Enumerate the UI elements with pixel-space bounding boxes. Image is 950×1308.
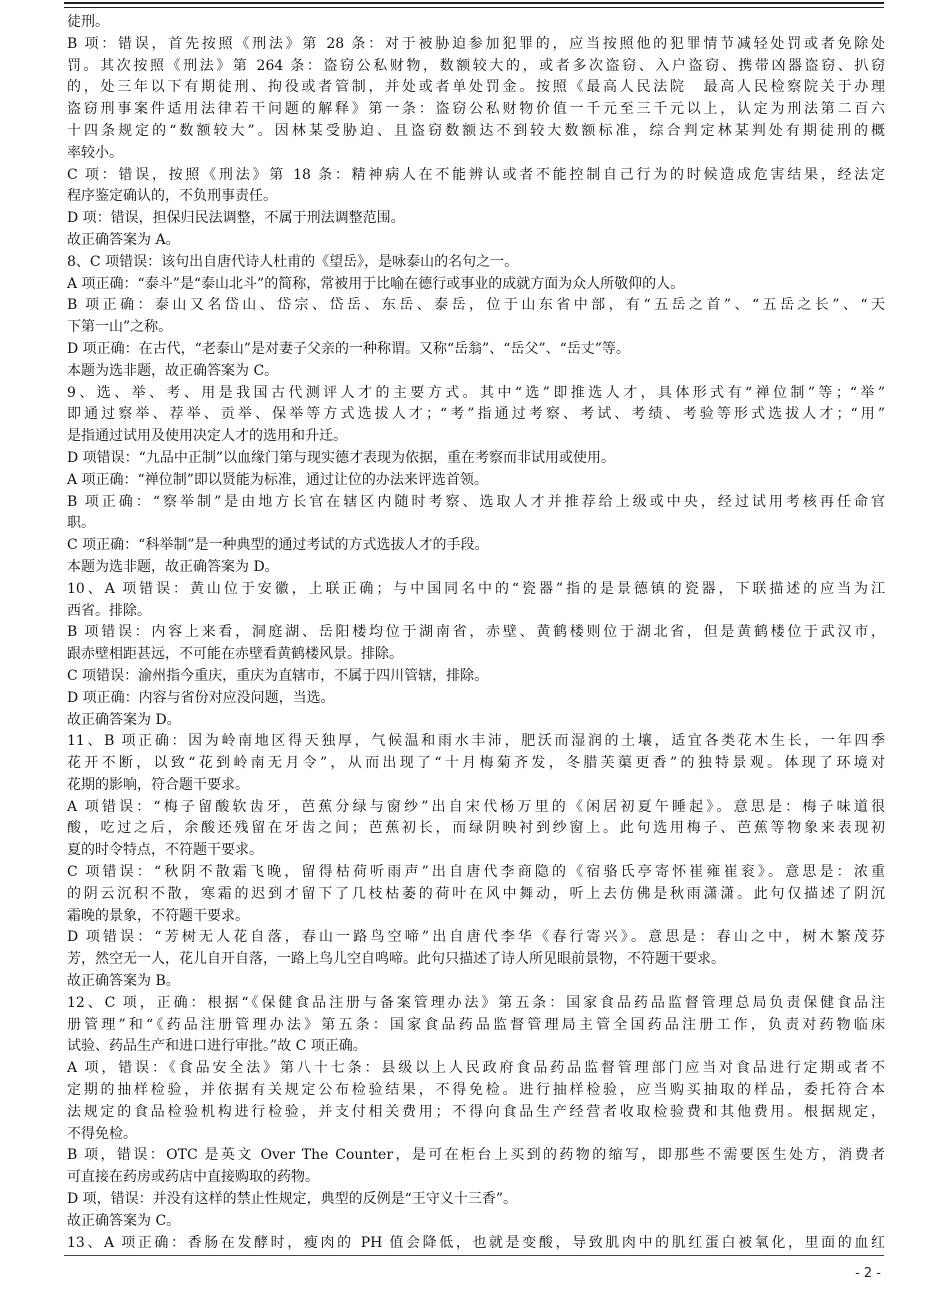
text-line: 率较小。 bbox=[67, 144, 123, 161]
text-line: D 项：错误，担保归民法调整，不属于刑法调整范围。 bbox=[67, 210, 405, 227]
text-line: 芳，然空无一人，花儿自开自落，一路上鸟儿空自鸣啼。此句只描述了诗人所见眼前景物，不符题干要求。 bbox=[67, 951, 725, 968]
text-line: 职。 bbox=[67, 515, 95, 532]
text-line: 故正确答案为 D。 bbox=[67, 711, 181, 728]
text-line: 试验、药品生产和进口进行审批。”故 C 项正确。 bbox=[67, 1038, 367, 1055]
text-line: 8、C 项错误：该句出自唐代诗人杜甫的《望岳》，是咏泰山的名句之一。 bbox=[67, 253, 519, 270]
text-line: 跟赤壁相距甚远，不可能在赤壁看黄鹤楼风景。排除。 bbox=[67, 646, 403, 663]
text-line: B 项正确：泰山又名岱山、岱宗、岱岳、东岳、泰岳，位于山东省中部，有“五岳之首”、“五岳之长”、“天 bbox=[67, 297, 885, 314]
text-line: 夏的时令特点，不符题干要求。 bbox=[67, 842, 263, 859]
text-line: B 项正确：“察举制”是由地方长官在辖区内随时考察、选取人才并推荐给上级或中央，经过试用考核再任命官 bbox=[67, 493, 885, 510]
text-line: 9、选、举、考、用是我国古代测评人才的主要方式。其中“选”即推选人才，具体形式有“禅位制”等；“举” bbox=[67, 384, 885, 401]
text-line: 的，处三年以下有期徒刑、拘役或者管制，并处或者单处罚金。按照《最高人民法院 最高人民检察院关于办理 bbox=[67, 79, 885, 96]
text-line: 定期的抽样检验，并依据有关规定公布检验结果，不得免检。进行抽样检验，应当购买抽取的样品，委托符合本 bbox=[67, 1082, 885, 1099]
text-line: D 项错误：“芳树无人花自落，春山一路鸟空啼”出自唐代李华《春行寄兴》。意思是：春山之中，树木繁茂芬 bbox=[67, 929, 885, 946]
header-rule-thin bbox=[64, 7, 884, 8]
text-line: C 项错误：渝州指今重庆，重庆为直辖市，不属于四川管辖，排除。 bbox=[67, 667, 489, 684]
text-line: B 项，错误：OTC 是英文 Over The Counter，是可在柜台上买到的药物的缩写，即那些不需要医生处方，消费者 bbox=[67, 1147, 885, 1164]
text-line: C 项：错误，按照《刑法》第 18 条：精神病人在不能辨认或者不能控制自己行为的时候造成危害结果，经法定 bbox=[67, 166, 885, 183]
text-line: 花开不断，以致“花到岭南无月令”，从而出现了“十月梅菊齐发，冬腊芙蕖更香”的独特景观。体现了环境对 bbox=[67, 755, 885, 772]
text-line: 本题为选非题，故正确答案为 C。 bbox=[67, 362, 279, 379]
text-line: A 项错误：“梅子留酸软齿牙，芭蕉分绿与窗纱”出自宋代杨万里的《闲居初夏午睡起》。意思是：梅子味道很 bbox=[67, 798, 885, 815]
text-line: 花期的影响，符合题干要求。 bbox=[67, 776, 249, 793]
text-line: A 项，错误：《食品安全法》第八十七条：县级以上人民政府食品药品监督管理部门应当对食品进行定期或者不 bbox=[67, 1060, 885, 1077]
text-line: 故正确答案为 B。 bbox=[67, 973, 180, 990]
text-line: D 项正确：内容与省份对应没问题，当选。 bbox=[67, 689, 335, 706]
text-line: 罚。其次按照《刑法》第 264 条：盗窃公私财物，数额较大的，或者多次盗窃、入户盗窃、携带凶器盗窃、扒窃 bbox=[67, 57, 885, 74]
footer-rule bbox=[64, 1255, 884, 1256]
text-line: 是指通过试用及使用决定人才的选用和升迁。 bbox=[67, 428, 347, 445]
text-line: 本题为选非题，故正确答案为 D。 bbox=[67, 558, 279, 575]
text-line: B 项错误：内容上来看，洞庭湖、岳阳楼均位于湖南省，赤壁、黄鹤楼则位于湖北省，但是黄鹤楼位于武汉市， bbox=[67, 624, 885, 641]
text-line: 的阴云沉积不散，寒霜的迟到才留下了几枝枯萎的荷叶在风中舞动，听上去仿佛是秋雨潇潇。此句仅描述了阴沉 bbox=[67, 885, 885, 902]
text-line: 可直接在药房或药店中直接购取的药物。 bbox=[67, 1169, 319, 1186]
text-line: C 项正确：“科举制”是一种典型的通过考试的方式选拔人才的手段。 bbox=[67, 537, 489, 554]
text-line: 程序鉴定确认的，不负刑事责任。 bbox=[67, 188, 277, 205]
text-line: 13、A 项正确：香肠在发酵时，瘦肉的 PH 值会降低，也就是变酸，导致肌肉中的肌红蛋白被氧化，里面的血红 bbox=[67, 1234, 885, 1251]
text-line: C 项错误：“秋阴不散霜飞晚，留得枯荷听雨声”出自唐代李商隐的《宿骆氏亭寄怀崔雍崔衮》。意思是：浓重 bbox=[67, 864, 885, 881]
text-line: 10、A 项错误：黄山位于安徽，上联正确；与中国同名中的“瓷器”指的是景德镇的瓷器，下联描述的应当为江 bbox=[67, 580, 885, 597]
text-line: D 项，错误：并没有这样的禁止性规定，典型的反例是“王守义十三香”。 bbox=[67, 1191, 517, 1208]
text-line: 霜晚的景象，不符题干要求。 bbox=[67, 907, 249, 924]
text-line: B 项：错误，首先按照《刑法》第 28 条：对于被胁迫参加犯罪的，应当按照他的犯罪情节减轻处罚或者免除处 bbox=[67, 35, 885, 52]
text-line: 册管理”和“《药品注册管理办法》第五条：国家食品药品监督管理局主管全国药品注册工作，负责对药物临床 bbox=[67, 1016, 885, 1033]
text-line: 盗窃刑事案件适用法律若干问题的解释》第一条：盗窃公私财物价值一千元至三千元以上，认定为刑法第二百六 bbox=[67, 101, 885, 118]
text-line: 酸，吃过之后，余酸还残留在牙齿之间；芭蕉初长，而绿阴映衬到纱窗上。此句选用梅子、芭蕉等物象来表现初 bbox=[67, 820, 885, 837]
page-number: - 2 - bbox=[855, 1266, 881, 1281]
text-line: 西省。排除。 bbox=[67, 602, 151, 619]
text-line: 即通过察举、荐举、贡举、保举等方式选拔人才；“考”指通过考察、考试、考绩、考验等形式选拔人才；“用” bbox=[67, 406, 885, 423]
header-rule-thick bbox=[64, 2, 884, 4]
text-line: A 项正确：“泰斗”是“泰山北斗”的简称，常被用于比喻在德行或事业的成就方面为众人所敬仰的人。 bbox=[67, 275, 685, 292]
text-line: 12、C 项，正确：根据“《保健食品注册与备案管理办法》第五条：国家食品药品监督管理总局负责保健食品注 bbox=[67, 994, 885, 1011]
text-line: 故正确答案为 C。 bbox=[67, 1212, 181, 1229]
text-line: 十四条规定的“数额较大”。因林某受胁迫、且盗窃数额达不到较大数额标准，综合判定林某判处有期徒刑的概 bbox=[67, 122, 885, 139]
text-line: D 项错误：“九品中正制”以血缘门第与现实德才表现为依据，重在考察而非试用或使用。 bbox=[67, 449, 615, 466]
text-line: 11、B 项正确：因为岭南地区得天独厚，气候温和雨水丰沛，肥沃而湿润的土壤，适宜各类花木生长，一年四季 bbox=[67, 733, 885, 750]
text-line: A 项正确：“禅位制”即以贤能为标准，通过让位的办法来评选首领。 bbox=[67, 471, 488, 488]
text-line: 下第一山”之称。 bbox=[67, 319, 173, 336]
text-line: 不得免检。 bbox=[67, 1125, 137, 1142]
text-line: 故正确答案为 A。 bbox=[67, 231, 180, 248]
document-body bbox=[67, 12, 885, 1254]
text-line: 法规定的食品检验机构进行检验，并支付相关费用；不得向食品生产经营者收取检验费和其他费用。根据规定， bbox=[67, 1103, 885, 1120]
text-line: 徒刑。 bbox=[67, 14, 109, 30]
text-line: D 项正确：在古代，“老泰山”是对妻子父亲的一种称谓。又称“岳翁”、“岳父”、“岳丈”等。 bbox=[67, 340, 630, 357]
